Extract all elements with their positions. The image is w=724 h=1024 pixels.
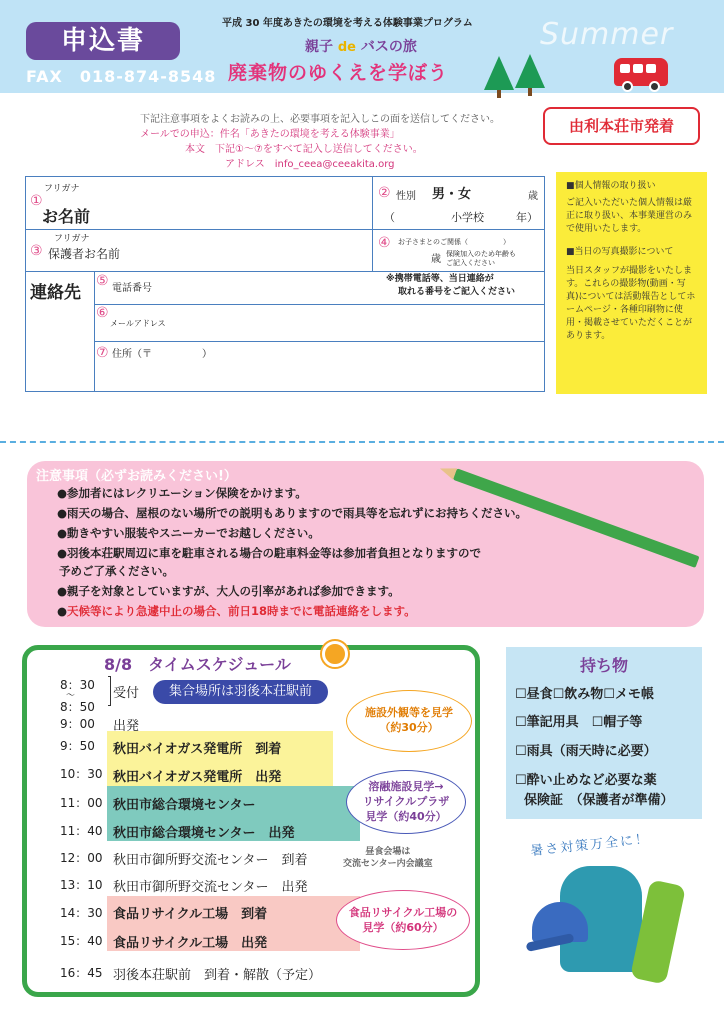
- heat-warning: 暑さ対策万全に！: [529, 831, 651, 860]
- bus-trip-part: バスの旅: [360, 39, 417, 55]
- lunch-line: 交流センター内会議室: [343, 859, 433, 869]
- event: 秋田バイオガス発電所 出発: [113, 770, 282, 785]
- tree-icon: [515, 54, 545, 96]
- bracket: [108, 676, 111, 706]
- bubble-line: 見学（約60分）: [362, 921, 444, 934]
- address-label[interactable]: 住所（〒 ）: [112, 349, 212, 360]
- bubble-line: 溶融施設見学→: [368, 780, 444, 793]
- alert-text: 天候等により急遽中止の場合、前日18時までに電話連絡をします。: [67, 604, 416, 618]
- email-body-line: 本文 下記①～⑦をすべて記入し送信してください。: [185, 144, 423, 155]
- email-subject-line: メールでの申込：件名「あきたの環境を考える体験事業」: [140, 129, 400, 140]
- event: 秋田バイオガス発電所 到着: [113, 742, 282, 757]
- notice-title: 注意事項（必ずお読みください!）: [36, 469, 237, 484]
- fax-number: FAX 018-874-8548: [26, 67, 217, 86]
- time: 11：00: [60, 796, 103, 810]
- application-badge: 申込書: [26, 22, 180, 60]
- bus-trip-de: de: [337, 40, 356, 55]
- school-label[interactable]: 小学校: [451, 211, 484, 224]
- time: ～: [66, 691, 76, 701]
- insurance-line: 保険加入のため年齢も: [446, 250, 516, 258]
- time: 8：50: [60, 700, 95, 714]
- notice-item: ●参加者にはレクリエーション保険をかけます。: [57, 486, 307, 500]
- privacy-heading: ■個人情報の取り扱い: [566, 181, 656, 191]
- belonging-item: ☐雨具（雨天時に必要）: [515, 744, 657, 759]
- guardian-name-label[interactable]: 保護者お名前: [48, 247, 121, 261]
- privacy-text: ご記入いただいた個人情報は厳正に取り扱い、本事業運営のみで使用いたします。: [566, 198, 693, 234]
- headline: 廃棄物のゆくえを学ぼう: [228, 62, 449, 84]
- contact-label: 連絡先: [30, 283, 81, 303]
- event: 受付: [113, 686, 140, 701]
- bubble-line: 見学（約40分）: [365, 810, 447, 823]
- bubble-line: リサイクルプラザ: [362, 795, 450, 808]
- relation-label[interactable]: お子さまとのご関係（ ）: [398, 238, 510, 246]
- time: 9：00: [60, 717, 95, 731]
- field-number: ⑤: [96, 273, 109, 289]
- schedule-title: 8/8 タイムスケジュール: [104, 655, 291, 674]
- photo-text: 当日スタッフが撮影をいたします。これらの撮影物(動画・写真)については活動報告としてホームページ・各種印刷物に使用・掲載させていただくことがあります。: [566, 266, 696, 341]
- event: 食品リサイクル工場 到着: [113, 907, 268, 922]
- paren: （: [384, 211, 395, 224]
- application-form: [25, 176, 545, 392]
- name-label[interactable]: お名前: [42, 207, 91, 226]
- photo-heading: ■当日の写真撮影について: [566, 247, 674, 257]
- event: 秋田市総合環境センター: [113, 798, 256, 813]
- bubble-center: [346, 770, 466, 834]
- time: 9：50: [60, 739, 95, 753]
- field-number: ⑥: [96, 305, 109, 321]
- belonging-item: ☐酔い止めなど必要な薬: [515, 773, 657, 788]
- belonging-item: ☐昼食☐飲み物☐メモ帳: [515, 687, 654, 702]
- bubble-biogas: [346, 690, 472, 752]
- age-unit: 歳: [528, 191, 538, 202]
- summer-text: Summer: [540, 17, 674, 52]
- notice-box: [27, 461, 704, 627]
- field-number: ②: [378, 185, 391, 201]
- meeting-place: 集合場所は羽後本荘駅前: [153, 680, 328, 704]
- time: 12：00: [60, 851, 103, 865]
- phone-note-line: ※携帯電話等、当日連絡が: [386, 274, 494, 284]
- event: 羽後本荘駅前 到着・解散（予定）: [113, 968, 322, 983]
- tree-icon: [484, 56, 514, 98]
- gender-label: 性別: [396, 191, 416, 202]
- time: 11：40: [60, 824, 103, 838]
- alert-bullet: ●: [57, 604, 68, 618]
- departure-badge: 由利本荘市発着: [543, 107, 700, 145]
- belongings-box: [506, 647, 702, 819]
- time: 16：45: [60, 966, 103, 980]
- grade-label: 年）: [516, 211, 538, 224]
- bus-icon: [614, 58, 668, 86]
- bubble-line: （約30分）: [379, 721, 439, 734]
- time: 15：40: [60, 934, 103, 948]
- belongings-title: 持ち物: [579, 656, 628, 675]
- bubble-food: [336, 890, 470, 950]
- phone-label[interactable]: 電話番号: [112, 283, 152, 294]
- notice-item: 予めご了承ください。: [59, 564, 174, 578]
- clock-icon: [322, 641, 348, 667]
- belonging-item: 保険証 （保護者が準備）: [524, 793, 674, 808]
- field-number: ⑦: [96, 345, 109, 361]
- field-number: ④: [378, 235, 391, 251]
- insurance-line: ご記入ください: [446, 259, 495, 267]
- bus-trip-title: [305, 36, 417, 56]
- gender-choice[interactable]: 男・女: [432, 187, 472, 202]
- program-name: 平成 30 年度あきたの環境を考える体験事業プログラム: [222, 18, 473, 29]
- event: 秋田市総合環境センター 出発: [113, 826, 295, 841]
- time: 13：10: [60, 878, 103, 892]
- time: 10：30: [60, 767, 103, 781]
- lunch-line: 昼食会場は: [365, 847, 411, 857]
- instruction-line: 下記注意事項をよくお読みの上、必要事項を記入しこの面を送信してください。: [140, 114, 500, 125]
- email-label[interactable]: メールアドレス: [110, 319, 166, 328]
- privacy-info-box: [556, 172, 707, 394]
- furigana-label: フリガナ: [44, 184, 80, 194]
- notice-item: ●雨天の場合、屋根のない場所での説明もありますので雨具等を忘れずにお持ちください。: [57, 506, 528, 520]
- belonging-item: ☐筆記用具 ☐帽子等: [515, 715, 643, 730]
- bus-trip-part: 親子: [305, 39, 333, 55]
- bubble-line: 施設外観等を見学: [365, 706, 453, 719]
- phone-note: [386, 273, 515, 299]
- instructions: [140, 112, 500, 172]
- event: 秋田市御所野交流センター 出発: [113, 880, 308, 895]
- event: 出発: [113, 719, 140, 734]
- furigana-label: フリガナ: [54, 234, 90, 244]
- field-number: ③: [30, 243, 43, 259]
- event: 秋田市御所野交流センター 到着: [113, 853, 308, 868]
- notice-item: ●親子を対象としていますが、大人の引率があれば参加できます。: [57, 584, 400, 598]
- email-address: アドレス info_ceea@ceeakita.org: [225, 159, 395, 170]
- time: 14：30: [60, 906, 103, 920]
- notice-item: ●羽後本荘駅周辺に車を駐車される場合の駐車料金等は参加者負担となりますので: [57, 546, 482, 560]
- phone-note-line: 取れる番号をご記入ください: [398, 287, 516, 297]
- event: 食品リサイクル工場 出発: [113, 936, 268, 951]
- field-number: ①: [30, 193, 43, 209]
- lunch-note: [343, 846, 433, 870]
- time: 8：30: [60, 678, 95, 692]
- bubble-line: 食品リサイクル工場の: [348, 906, 458, 919]
- notice-alert: [57, 603, 416, 619]
- age-unit: 歳: [431, 254, 441, 265]
- insurance-note: [446, 250, 516, 268]
- divider: [0, 441, 724, 443]
- notice-item: ●動きやすい服装やスニーカーでお越しください。: [57, 526, 320, 540]
